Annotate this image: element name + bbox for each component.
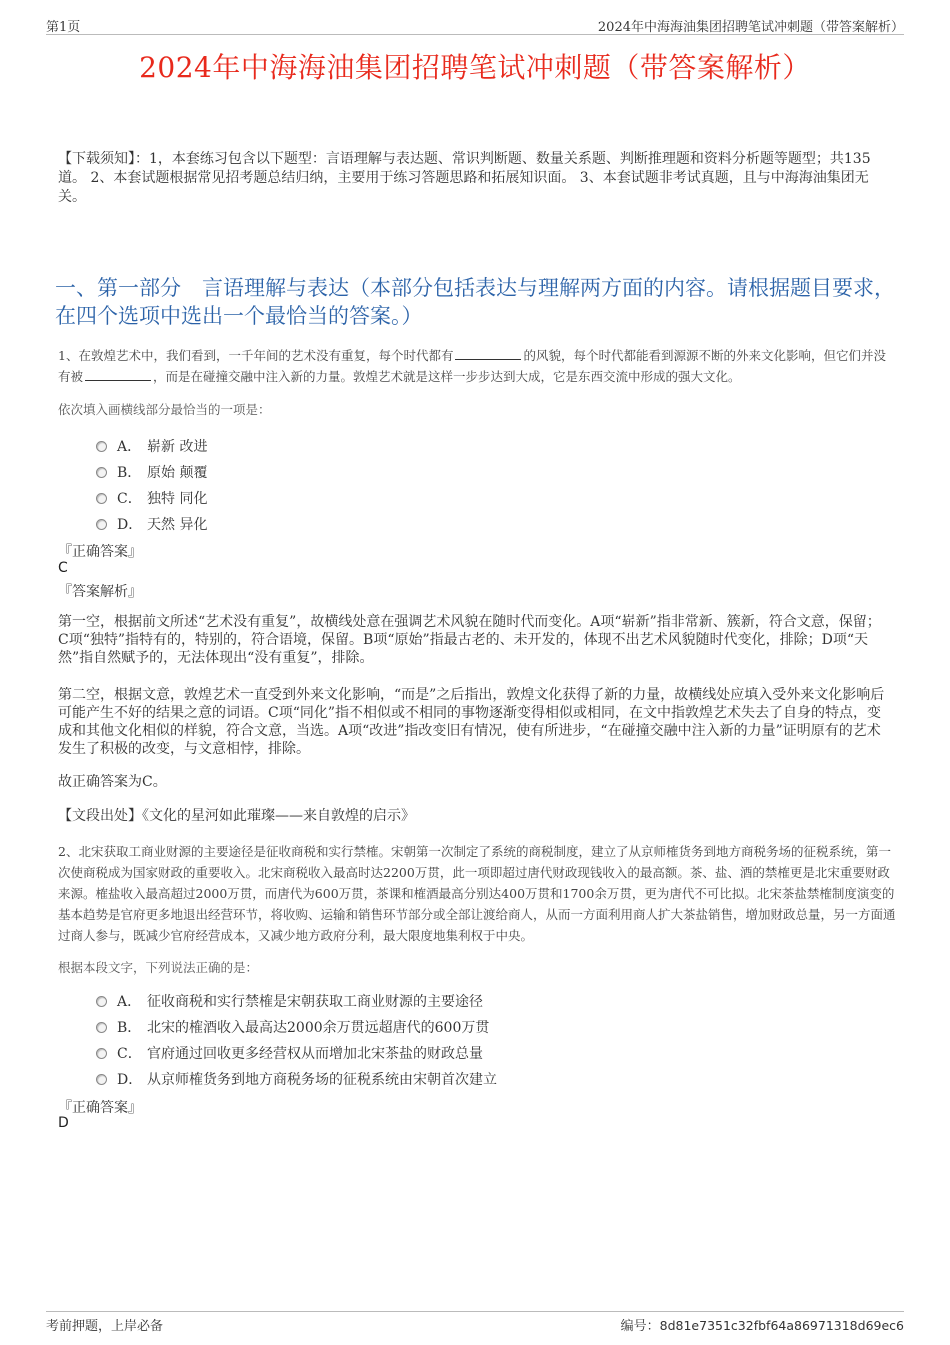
fill-blank-2 <box>85 367 151 381</box>
radio-icon[interactable] <box>96 519 107 530</box>
page-header <box>46 14 904 35</box>
analysis-paragraph-2: 第二空，根据文意，敦煌艺术一直受到外来文化影响，“而是”之后指出，敦煌文化获得了新的力量，故横线处应填入受外来文化影响后可能产生不好的结果之意的词语。C项“同化”指不相似或不相同的事物逐渐变得相似或相同，在文中指敦煌艺术失去了自身的特点，变成和其他文化相似的样貌，符合文意，当选。A项“改进”指改变旧有情况，使有所进步，“在碰撞交融中注入新的力量”证明原有的艺术发生了积极的改变，与文意相悖，排除。 <box>58 687 885 757</box>
page-footer <box>46 1311 904 1334</box>
analysis-conclusion: 故正确答案为C。 <box>58 774 167 790</box>
option-c[interactable]: C． 独特 同化 <box>96 485 207 511</box>
radio-icon[interactable] <box>96 493 107 504</box>
footer-code: 编号：8d81e7351c32fbf64a86971318d69ec6 <box>620 1318 904 1334</box>
option-b[interactable]: B． 北宋的榷酒收入最高达2000余万贯远超唐代的600万贯 <box>96 1014 497 1040</box>
option-d[interactable]: D． 天然 异化 <box>96 511 207 537</box>
question-1-text: 1、在敦煌艺术中，我们看到，一千年间的艺术没有重复，每个时代都有 的风貌，每个时代都能看到源源不断的外来文化影响，但它们并没有被 ，而是在碰撞交融中注入新的力量。敦煌艺术就是这样一步步达到大成，它是东西交流中形成的强大文化。 <box>58 348 886 384</box>
question-2-options <box>96 988 497 1092</box>
question-2-prompt: 根据本段文字，下列说法正确的是： <box>58 960 259 975</box>
header-doc-title: 2024年中海海油集团招聘笔试冲刺题（带答案解析） <box>597 20 904 35</box>
answer-label: 『正确答案』 <box>58 1100 142 1116</box>
question-1-prompt: 依次填入画横线部分最恰当的一项是： <box>58 402 271 417</box>
option-a[interactable]: A． 崭新 改进 <box>96 433 207 459</box>
radio-icon[interactable] <box>96 467 107 478</box>
document-title: 2024年中海海油集团招聘笔试冲刺题（带答案解析） <box>139 51 811 84</box>
option-c[interactable]: C． 官府通过回收更多经营权从而增加北宋茶盐的财政总量 <box>96 1040 497 1066</box>
answer-value: C <box>58 560 68 576</box>
analysis-paragraph-1: 第一空，根据前文所述“艺术没有重复”，故横线处意在强调艺术风貌在随时代而变化。A项“崭新”指非常新、簇新，符合文意，保留；C项“独特”指特有的，特别的，符合语境，保留。B项“原始”指最古老的、未开发的，体现不出艺术风貌随时代变化，排除；D项“天然”指自然赋予的，无法体现出“没有重复”，排除。 <box>58 614 881 666</box>
radio-icon[interactable] <box>96 1074 107 1085</box>
page-number: 第1页 <box>46 20 81 35</box>
option-d[interactable]: D． 从京师榷货务到地方商税务场的征税系统由宋朝首次建立 <box>96 1066 497 1092</box>
radio-icon[interactable] <box>96 1022 107 1033</box>
option-a[interactable]: A． 征收商税和实行禁榷是宋朝获取工商业财源的主要途径 <box>96 988 497 1014</box>
fill-blank-1 <box>455 346 521 360</box>
section-heading: 一、第一部分 言语理解与表达（本部分包括表达与理解两方面的内容。请根据题目要求，在四个选项中选出一个最恰当的答案。） <box>55 276 895 328</box>
analysis-label: 『答案解析』 <box>58 584 142 600</box>
question-1-options <box>96 433 207 537</box>
radio-icon[interactable] <box>96 1048 107 1059</box>
option-b[interactable]: B． 原始 颠覆 <box>96 459 207 485</box>
radio-icon[interactable] <box>96 441 107 452</box>
download-notice: 【下载须知】：1，本套练习包含以下题型：言语理解与表达题、常识判断题、数量关系题、判断推理题和资料分析题等题型；共135道。 2、本套试题根据常见招考题总结归纳，主要用于练习答题思路和拓展知识面。 3、本套试题非考试真题，且与中海海油集团无关。 <box>58 151 871 205</box>
radio-icon[interactable] <box>96 996 107 1007</box>
footer-slogan: 考前押题，上岸必备 <box>46 1319 164 1334</box>
answer-label: 『正确答案』 <box>58 544 142 560</box>
source-citation: 【文段出处】《文化的星河如此璀璨——来自敦煌的启示》 <box>58 808 415 824</box>
question-2-text: 2、北宋获取工商业财源的主要途径是征收商税和实行禁榷。宋朝第一次制定了系统的商税制度，建立了从京师榷货务到地方商税务场的征税系统，第一次使商税成为国家财政的重要收入。北宋商税收入最高时达2200万贯，此一项即超过唐代财政现钱收入的最高额。茶、盐、酒的禁榷更是北宋重要财政来源。榷盐收入最高超过2000万贯，而唐代为600万贯，茶课和榷酒最高分别达400万贯和1700余万贯，更为唐代不可比拟。北宋茶盐禁榷制度演变的基本趋势是官府更多地退出经营环节，将收购、运输和销售环节部分或全部让渡给商人，从而一方面利用商人扩大茶盐销售，增加财政总量，另一方面通过商人参与，既减少官府经营成本，又减少地方政府分利，最大限度地集利权于中央。 <box>58 844 896 943</box>
answer-value: D <box>58 1115 69 1131</box>
